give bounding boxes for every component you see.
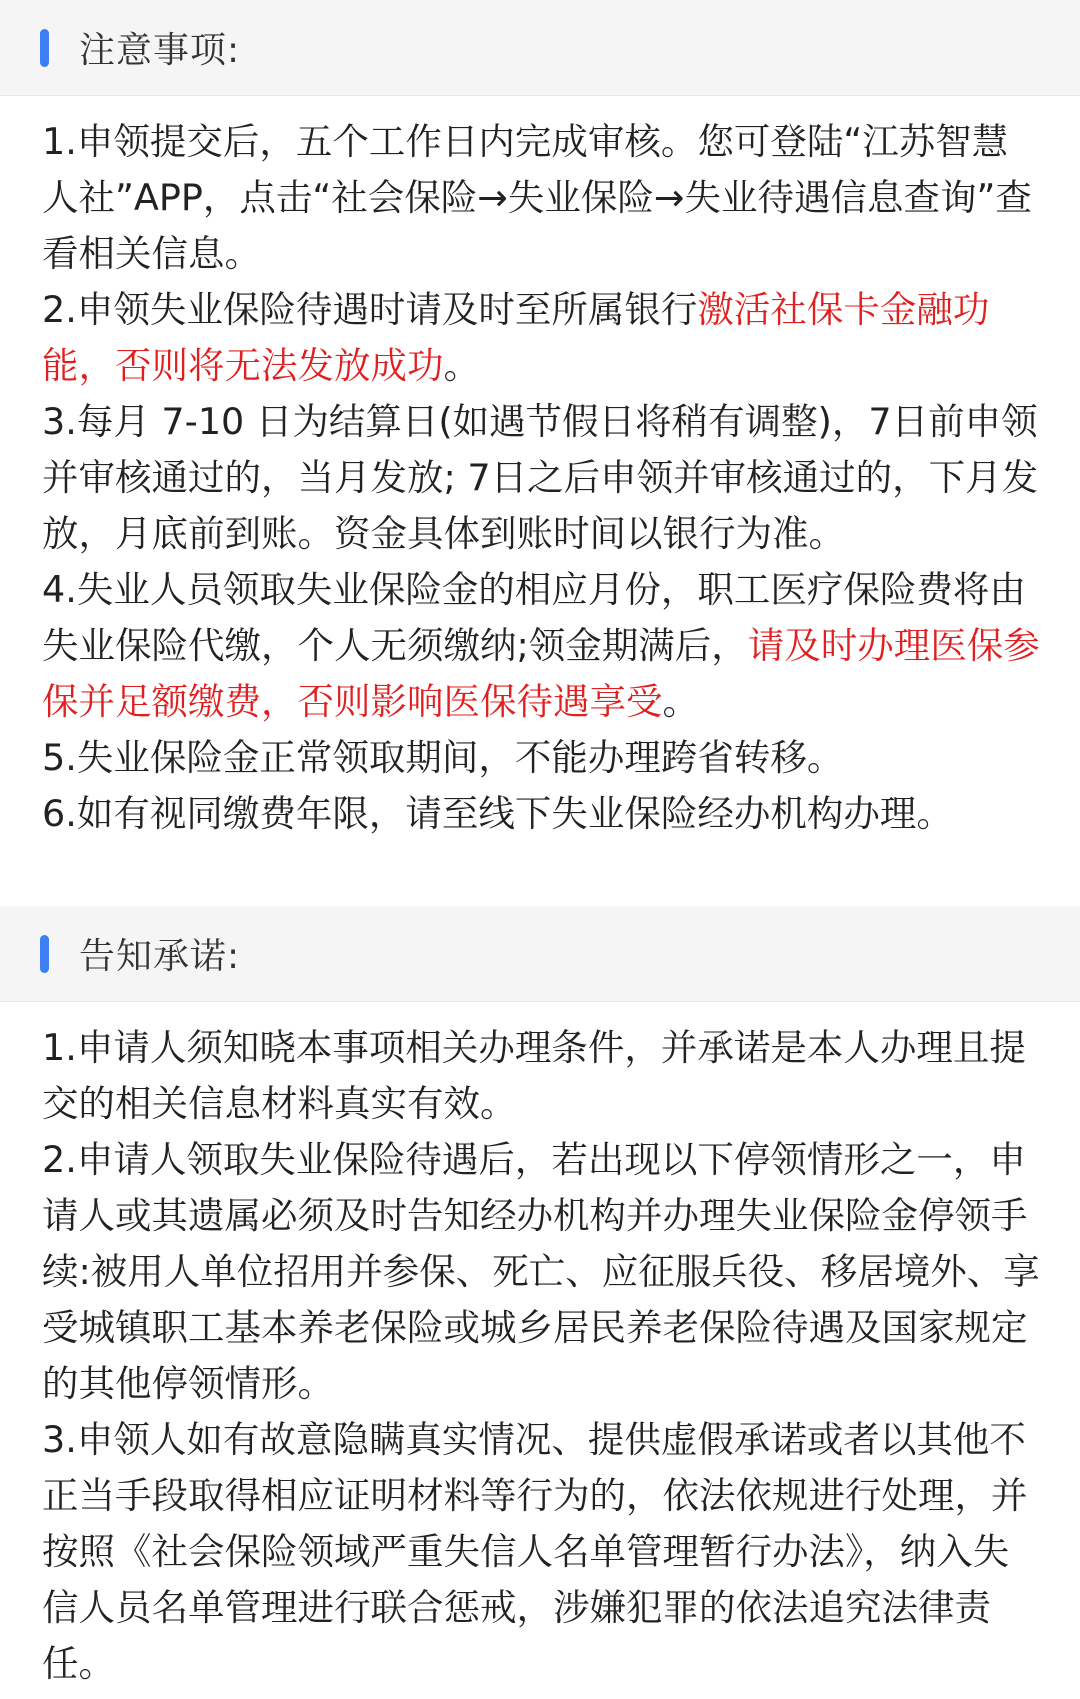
highlighted-warning-text: 激活社保卡金融功能，否则将无法发放成功	[42, 288, 990, 387]
item-text: 3.申领人如有故意隐瞒真实情况、提供虚假承诺或者以其他不正当手段取得相应证明材料等行为的，依法依规进行处理，并按照《社会保险领域严重失信人名单管理暂行办法》，纳入失信人员名单管理进行联合惩戒，涉嫌犯罪的依法追究法律责任。	[42, 1418, 1028, 1685]
notice-section-header	[0, 0, 1080, 96]
list-item	[42, 730, 1040, 786]
item-text: 2.申请人领取失业保险待遇后，若出现以下停领情形之一，申请人或其遗属必须及时告知经办机构并办理失业保险金停领手续:被用人单位招用并参保、死亡、应征服兵役、移居境外、享受城镇职工基本养老保险或城乡居民养老保险待遇及国家规定的其他停领情形。	[42, 1138, 1040, 1405]
list-item	[42, 562, 1040, 730]
item-text: 1.申领提交后，五个工作日内完成审核。您可登陆“江苏智慧人社”APP，点击“社会保险→失业保险→失业待遇信息查询”查看相关信息。	[42, 120, 1032, 275]
notice-list	[0, 96, 1080, 842]
item-text: 1.申请人须知晓本事项相关办理条件，并承诺是本人办理且提交的相关信息材料真实有效。	[42, 1026, 1026, 1125]
section-gap	[0, 878, 1080, 906]
list-item	[42, 1412, 1040, 1692]
notice-section-title: 注意事项:	[79, 30, 241, 71]
commitment-section-header	[0, 906, 1080, 1002]
list-item	[42, 394, 1040, 562]
item-text: 。	[443, 344, 480, 387]
section-accent-bar	[40, 935, 49, 973]
item-text: 3.每月 7-10 日为结算日(如遇节假日将稍有调整)，7日前申领并审核通过的，当月发放; 7日之后申领并审核通过的，下月发放，月底前到账。资金具体到账时间以银行为准。	[42, 400, 1039, 555]
item-text: 2.申领失业保险待遇时请及时至所属银行	[42, 288, 698, 331]
item-text: 5.失业保险金正常领取期间，不能办理跨省转移。	[42, 736, 844, 779]
highlighted-warning-text: 请及时办理医保参保并足额缴费，否则影响医保待遇享受	[42, 624, 1040, 723]
list-item	[42, 1020, 1040, 1132]
section-accent-bar	[40, 29, 49, 67]
commitment-section	[0, 906, 1080, 1692]
item-text: 6.如有视同缴费年限，请至线下失业保险经办机构办理。	[42, 792, 953, 835]
item-text: 。	[662, 680, 699, 723]
commitment-section-title: 告知承诺:	[79, 936, 241, 977]
item-text: 4.失业人员领取失业保险金的相应月份，职工医疗保险费将由失业保险代缴，个人无须缴纳;领金期满后，	[42, 568, 1026, 667]
list-item	[42, 786, 1040, 842]
list-item	[42, 282, 1040, 394]
list-item	[42, 114, 1040, 282]
commitment-list	[0, 1002, 1080, 1692]
list-item	[42, 1132, 1040, 1412]
